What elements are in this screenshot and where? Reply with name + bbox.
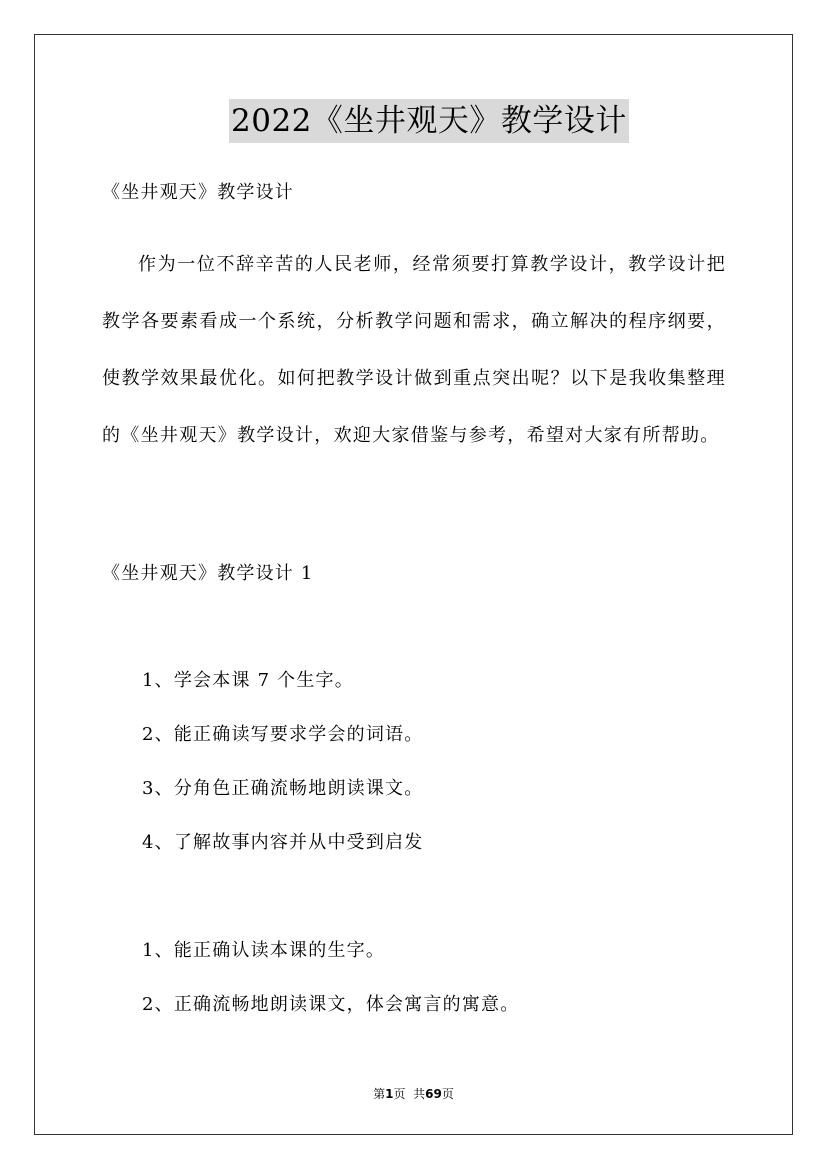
- intro-paragraph: 作为一位不辞辛苦的人民老师，经常须要打算教学设计，教学设计把教学各要素看成一个系统，分析教学问题和需求，确立解决的程序纲要，使教学效果最优化。如何把教学设计做到重点突出呢？以下是我收集整理的《坐井观天》教学设计，欢迎大家借鉴与参考，希望对大家有所帮助。: [102, 254, 726, 446]
- goal-item: 4、了解故事内容并从中受到启发: [142, 832, 424, 853]
- page-footer: [0, 1085, 827, 1102]
- goal-item: 3、分角色正确流畅地朗读课文。: [142, 778, 424, 799]
- page-number: 1: [385, 1087, 394, 1101]
- total-pages: 69: [425, 1087, 442, 1101]
- section-heading: 《坐井观天》教学设计 1: [102, 563, 314, 584]
- page-suffix: 页: [393, 1087, 406, 1101]
- page-prefix: 第: [373, 1087, 386, 1101]
- key-point-item: 1、能正确认读本课的生字。: [142, 940, 386, 961]
- document-title: 2022《坐井观天》教学设计: [229, 99, 629, 143]
- subtitle: 《坐井观天》教学设计: [102, 182, 294, 203]
- key-point-item: 2、正确流畅地朗读课文，体会寓言的寓意。: [142, 994, 520, 1015]
- goal-item: 2、能正确读写要求学会的词语。: [142, 724, 424, 745]
- total-prefix: 共: [413, 1087, 426, 1101]
- total-suffix: 页: [441, 1087, 454, 1101]
- goal-item: 1、学会本课 7 个生字。: [142, 670, 354, 691]
